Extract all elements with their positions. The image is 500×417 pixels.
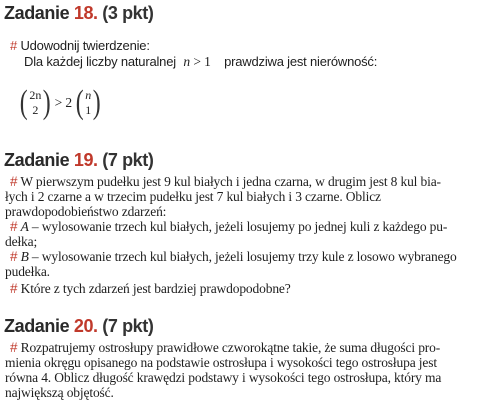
task-19-line-1: # W pierwszym pudełku jest 9 kul białych i jedna czarna, w drugim jest 8 kul bia-	[10, 174, 441, 189]
task-19-event-a-line-2: dełka;	[5, 234, 38, 249]
bullet-hash-icon: #	[10, 38, 18, 53]
task-18-points: (3 pkt)	[102, 3, 154, 23]
task-18-line-2: Dla każdej liczby naturalnej n > 1 prawdziwa jest nierówność:	[24, 54, 378, 69]
task-18-title: Zadanie 18. (3 pkt)	[4, 3, 154, 23]
task-19-points: (7 pkt)	[102, 150, 154, 170]
task-20-title: Zadanie 20. (7 pkt)	[4, 316, 154, 336]
task-19-line-2: łych i 2 czarne a w trzecim pudełku jest 7 kul białych i 3 czarne. Oblicz	[5, 189, 381, 204]
task-19-event-b-line-1: # B – wylosowanie trzech kul białych, jeżeli losujemy trzy kule z losowo wybranego	[10, 249, 457, 264]
bullet-hash-icon: #	[10, 249, 18, 264]
binomial-left: 2n 2	[29, 88, 42, 117]
bullet-hash-icon: #	[10, 281, 18, 296]
task-19-line-3: prawdopodobieństwo zdarzeń:	[5, 204, 167, 219]
task-20-points: (7 pkt)	[102, 316, 154, 336]
task-20-line-2: mienia okręgu opisanego na podstawie ostrosłupa i wysokości tego ostrosłupa jest	[5, 355, 437, 370]
binomial-inequality: ( 2n 2 ) > 2 ( n 1 )	[19, 84, 101, 121]
task-19-event-b-line-2: pudełka.	[5, 264, 50, 279]
task-18-line-1: # Udowodnij twierdzenie:	[10, 38, 150, 53]
task-19-title: Zadanie 19. (7 pkt)	[4, 150, 154, 170]
task-19-event-a-line-1: # A – wylosowanie trzech kul białych, jeżeli losujemy po jednej kuli z każdego pu-	[10, 219, 448, 234]
bullet-hash-icon: #	[10, 174, 18, 189]
bullet-hash-icon: #	[10, 219, 18, 234]
task-18-number: 18.	[73, 3, 98, 23]
bullet-hash-icon: #	[10, 340, 18, 355]
task-20-line-1: # Rozpatrujemy ostrosłupy prawidłowe czworokątne takie, że suma długości pro-	[10, 340, 441, 355]
task-19-question: # Które z tych zdarzeń jest bardziej prawdopodobne?	[10, 281, 291, 296]
task-19-number: 19.	[73, 150, 98, 170]
task-20-number: 20.	[73, 316, 98, 336]
binomial-right: n 1	[85, 88, 92, 117]
task-20-line-3: równa 4. Oblicz długość krawędzi podstawy i wysokości tego ostrosłupa, który ma	[5, 370, 442, 385]
task-20-line-4: największą objętość.	[5, 385, 114, 400]
